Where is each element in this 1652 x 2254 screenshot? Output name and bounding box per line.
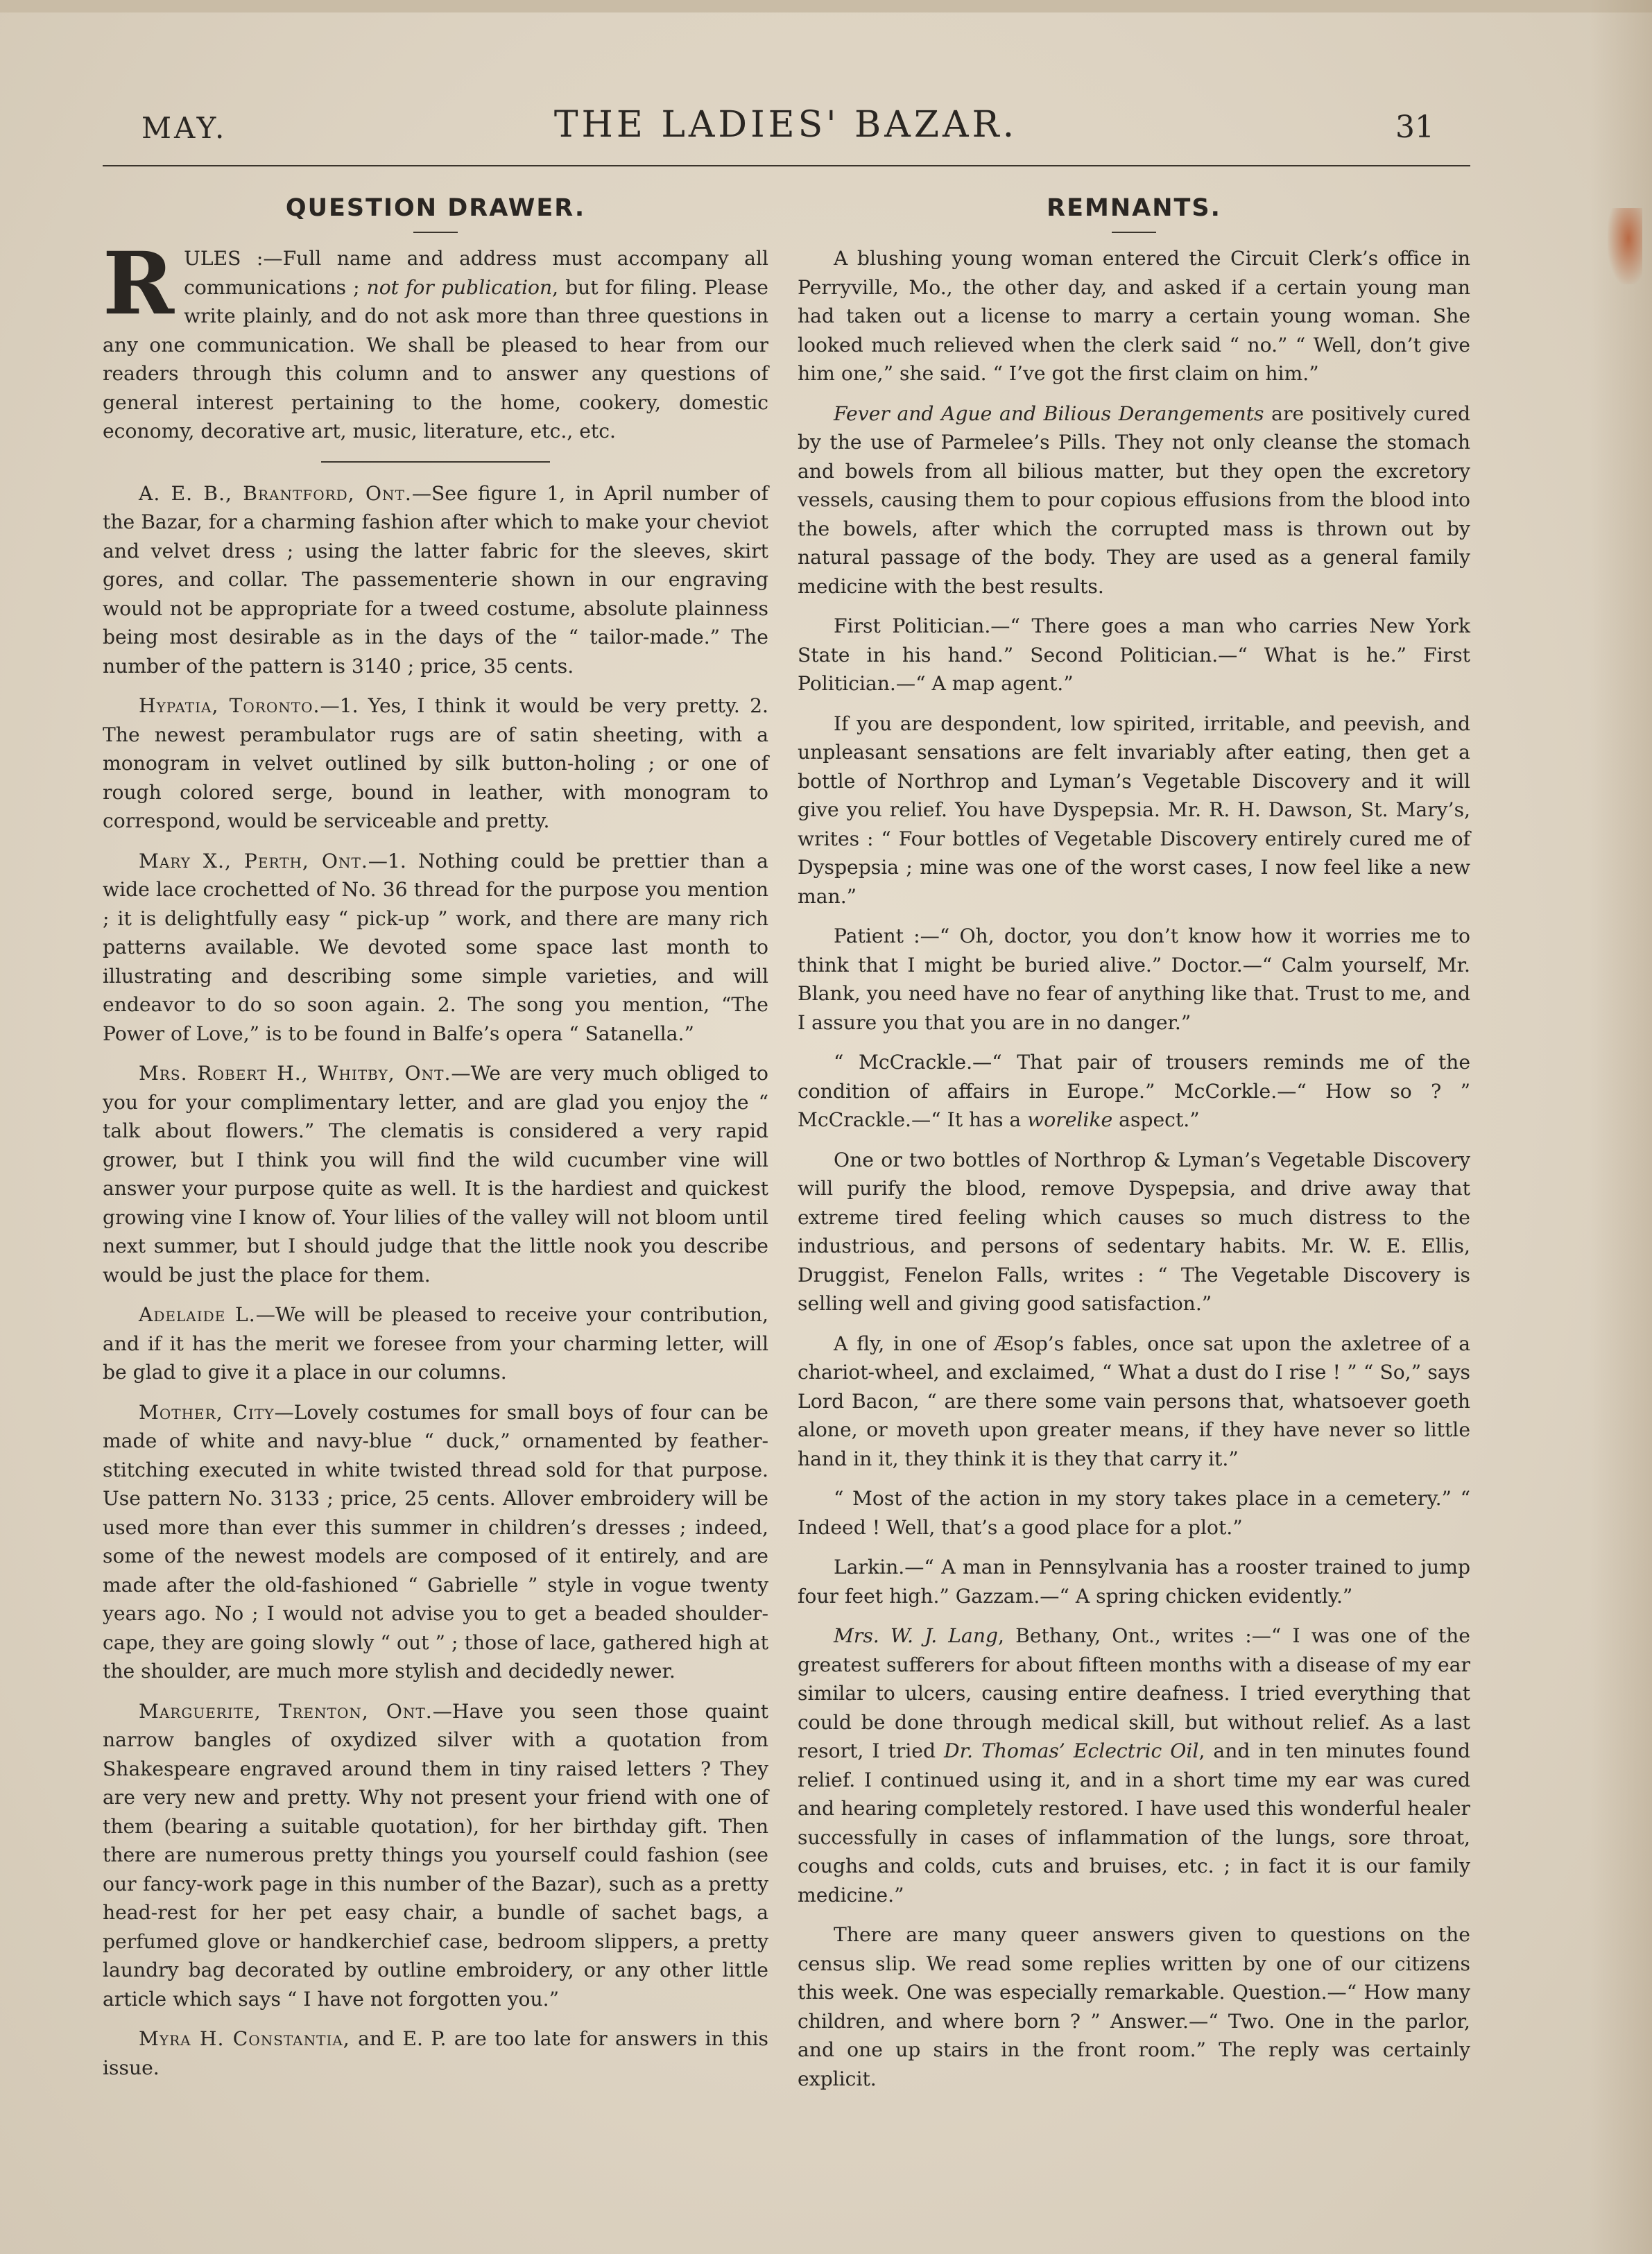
remnant-paragraph: “ Most of the action in my story takes place in a cemetery.” “ Indeed ! Well, that’s a good place for a plot.” <box>798 1487 1470 1539</box>
rules-paragraph: RULES :—Full name and address must accompany all communications ; not for publication, but for filing. Please write plainly, and do not ask more than three questions in any one communication. We shall be pleased to hear from our readers through this column and to answer any questions of general interest pertaining to the home, cookery, domestic economy, decorative art, music, literature, etc., etc. <box>103 234 768 442</box>
remnants-column <box>798 187 1470 2104</box>
answer-entry: Marguerite, Trenton, Ont.—Have you seen those quaint narrow bangles of oxydized silver with a quotation from Shakespeare engraved around them in tiny raised letters ? They are very new and pretty. Why not present your friend with one of them (bearing a suitable quotation), for her birthday gift. Then there are numerous pretty things you yourself could fashion (see our fancy-work page in this number of the Bazar), such as a pretty head-rest for her pet easy chair, a bundle of sachet bags, a perfumed glove or handkerchief case, bedroom slippers, a pretty laundry bag decorated by outline embroidery, or any other little article which says “ I have not forgotten you.” <box>103 1699 769 2011</box>
correspondent-name: Mother, City <box>139 1400 275 1424</box>
header-title: THE LADIES' BAZAR. <box>553 104 1018 146</box>
correspondent-name: Mrs. Robert H., Whitby, Ont. <box>139 1062 451 1085</box>
question-drawer-heading: QUESTION DRAWER. <box>285 194 586 222</box>
correspondent-name: Adelaide L. <box>139 1303 256 1326</box>
answer-entry: Adelaide L.—We will be pleased to receive your contribution, and if it has the merit we foresee from your charming letter, will be glad to give it a place in our columns. <box>103 1303 769 1384</box>
page-right-edge <box>1590 0 1652 2254</box>
correspondent-name: Marguerite, Trenton, Ont. <box>139 1699 433 1723</box>
remnant-paragraph: There are many queer answers given to questions on the census slip. We read some replies written by one of our citizens this week. One was especially remarkable. Question.—“ How many children, and where born ? ” Answer.—“ Two. One in the parlor, and one up stairs in the front room.” The reply was certainly explicit. <box>798 1923 1470 2090</box>
answer-entry: Mrs. Robert H., Whitby, Ont.—We are very much obliged to you for your complimentary letter, and are glad you enjoy the “ talk about flowers.” The clematis is considered a very rapid grower, but I think you will find the wild cucumber vine will answer your purpose quite as well. It is the hardiest and quickest growing vine I know of. Your lilies of the valley will not bloom until next summer, but I should judge that the little nook you describe would be just the place for them. <box>103 1062 768 1287</box>
correspondent-name: Myra H. Constantia, <box>139 2027 350 2050</box>
answer-entry: Hypatia, Toronto.—1. Yes, I think it would be very pretty. 2. The newest perambulator rugs are of satin sheeting, with a monogram in velvet outlined by silk button-holing ; or one of rough colored serge, bound in leather, with monogram to correspond, would be serviceable and pretty. <box>103 694 768 832</box>
remnant-paragraph: “ McCrackle.—“ That pair of trousers reminds me of the condition of affairs in Europe.” McCorkle.—“ How so ? ” McCrackle.—“ It has a worelike aspect.” <box>798 1051 1470 1131</box>
remnant-paragraph: Patient :—“ Oh, doctor, you don’t know how it worries me to think that I might be buried alive.” Doctor.—“ Calm yourself, Mr. Blank, you need have no fear of anything like that. Trust to me, and I assure you that you are in no danger.” <box>798 924 1470 1034</box>
answer-entry: Mary X., Perth, Ont.—1. Nothing could be prettier than a wide lace crochetted of No. 36 thread for the purpose you mention ; it is delightfully easy “ pick-up ” work, and there are many rich patterns available. We devoted some space last month to illustrating and describing some simple varieties, and will endeavor to do so soon again. 2. The song you mention, “The Power of Love,” is to be found in Balfe’s opera “ Satanella.” <box>103 849 768 1045</box>
page-number: 31 <box>1395 110 1434 145</box>
header-month: MAY. <box>141 111 227 145</box>
remnant-paragraph: A blushing young woman entered the Circuit Clerk’s office in Perryville, Mo., the other day, and asked if a certain young man had taken out a license to marry a certain young woman. She looked much relieved when the clerk said “ no.” “ Well, don’t give him one,” she said. “ I’ve got the first claim on him.” <box>798 247 1470 385</box>
remnant-paragraph: Mrs. W. J. Lang, Bethany, Ont., writes :—“ I was one of the greatest sufferers for about fifteen months with a disease of my ear similar to ulcers, causing entire deafness. I tried everything that could be done through medical skill, but without relief. As a last resort, I tried Dr. Thomas’ Eclectric Oil, and in ten minutes found relief. I continued using it, and in a short time my ear was cured and hearing completely restored. I have used this wonderful healer successfully in cases of inflammation of the lungs, sore throat, coughs and colds, cuts and bruises, etc. ; in fact it is our family medicine.” <box>798 1624 1470 1907</box>
remnants-heading: REMNANTS. <box>1047 194 1221 222</box>
correspondent-name: Hypatia, Toronto. <box>139 694 320 717</box>
correspondent-name: Mary X., Perth, Ont. <box>139 849 368 872</box>
remnant-paragraph: One or two bottles of Northrop & Lyman’s Vegetable Discovery will purify the blood, remove Dyspepsia, and drive away that extreme tired feeling which causes so much distress to the industrious, and persons of sedentary habits. Mr. W. E. Ellis, Druggist, Fenelon Falls, writes : “ The Vegetable Discovery is selling well and giving good satisfaction.” <box>798 1148 1470 1315</box>
question-drawer-column <box>103 187 768 2093</box>
paper-stain <box>1608 208 1642 284</box>
remnant-paragraph: If you are despondent, low spirited, irritable, and peevish, and unpleasant sensations are felt invariably after eating, then get a bottle of Northrop and Lyman’s Vegetable Discovery and it will give you relief. You have Dyspepsia. Mr. R. H. Dawson, St. Mary’s, writes : “ Four bottles of Vegetable Discovery entirely cured me of Dyspepsia ; mine was one of the worst cases, I now feel like a new man.” <box>798 712 1470 908</box>
page-top-edge <box>0 0 1652 12</box>
running-header <box>103 104 1469 153</box>
heading-rule <box>413 232 458 233</box>
answer-entry: A. E. B., Brantford, Ont.—See figure 1, in April number of the Bazar, for a charming fashion after which to make your cheviot and velvet dress ; using the latter fabric for the sleeves, skirt gores, and collar. The passementerie shown in our engraving would not be appropriate for a tweed costume, absolute plainness being most desirable as in the days of the “ tailor-made.” The number of the pattern is 3140 ; price, 35 cents. <box>103 481 768 678</box>
remnant-paragraph: Larkin.—“ A man in Pennsylvania has a rooster trained to jump four feet high.” Gazzam.—“ A spring chicken evidently.” <box>798 1556 1470 1608</box>
drop-cap: R <box>103 234 175 334</box>
heading-rule <box>1112 232 1156 233</box>
remnant-paragraph: A fly, in one of Æsop’s fables, once sat upon the axletree of a chariot-wheel, and exclaimed, “ What a dust do I rise ! ” “ So,” says Lord Bacon, “ are there some vain persons that, whatsoever goeth alone, or moveth upon greater means, if they have never so little hand in it, they think it is they that carry it.” <box>798 1332 1470 1470</box>
remnant-paragraph: Fever and Ague and Bilious Derangements are positively cured by the use of Parmelee’s Pills. They not only cleanse the stomach and bowels from all bilious matter, but they open the excretory vessels, causing them to pour copious effusions from the blood into the bowels, after which the corrupted mass is thrown out by natural passage of the body. They are used as a general family medicine with the best results. <box>798 402 1470 598</box>
answer-entry: Myra H. Constantia, and E. P. are too late for answers in this issue. <box>103 2027 769 2079</box>
remnant-paragraph: First Politician.—“ There goes a man who carries New York State in his hand.” Second Politician.—“ What is he.” First Politician.—“ A map agent.” <box>798 614 1470 695</box>
answer-entry: Mother, City—Lovely costumes for small boys of four can be made of white and navy-blue “ duck,” ornamented by feather-stitching executed in white twisted thread sold for that purpose. Use pattern No. 3133 ; price, 25 cents. Allover embroidery will be used more than ever this summer in children’s dresses ; indeed, some of the newest models are composed of it entirely, and are made after the old-fashioned “ Gabrielle ” style in vogue twenty years ago. No ; I would not advise you to get a beaded shoulder-cape, they are going slowly “ out ” ; those of lace, gathered high at the shoulder, are much more stylish and decidedly newer. <box>103 1400 768 1683</box>
correspondent-name: A. E. B., Brantford, Ont. <box>139 481 412 505</box>
section-divider <box>321 461 550 463</box>
header-rule <box>103 165 1470 166</box>
